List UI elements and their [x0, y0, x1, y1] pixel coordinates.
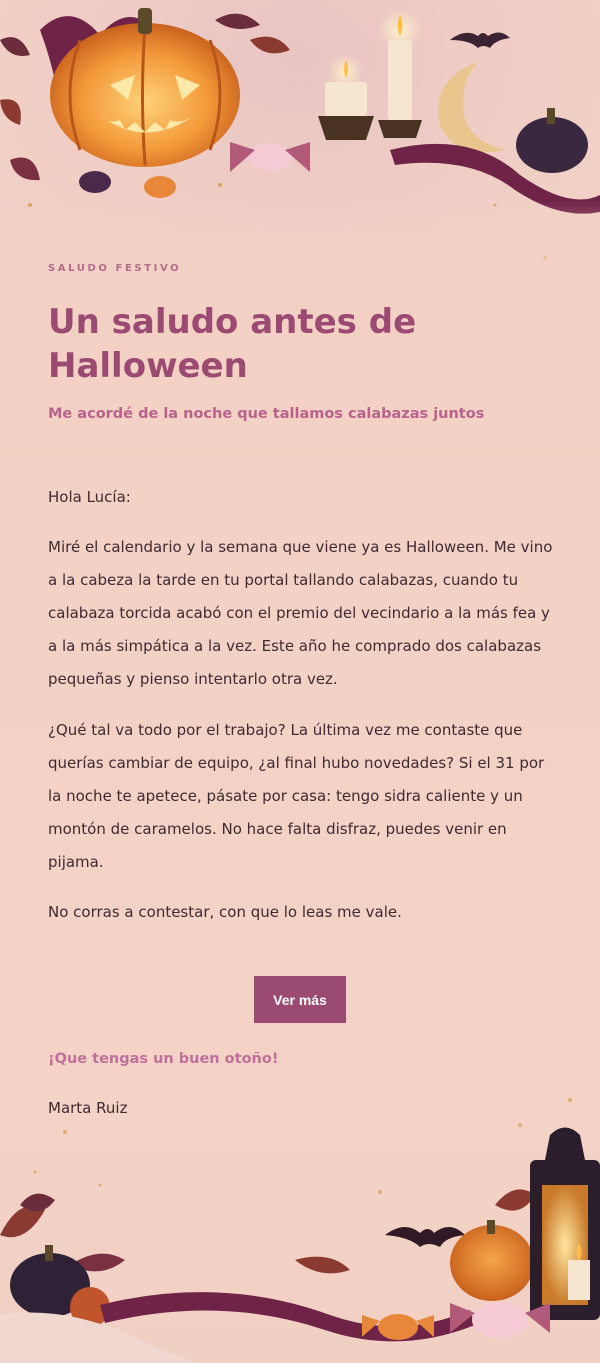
ver-mas-button[interactable]: Ver más: [254, 976, 346, 1023]
bat-icon: [385, 1227, 465, 1247]
header-illustration: [0, 0, 600, 290]
bat-icon: [450, 32, 510, 48]
lantern-icon: [530, 1128, 600, 1321]
eyebrow-label: SALUDO FESTIVO: [48, 263, 182, 274]
body-paragraph: Miré el calendario y la semana que viene ya es Halloween. Me vino a la cabeza la tarde en tu portal tallando calabazas, cuando tu calabaza torcida acabó con el premio del vecindario a la más fea y a la más simpática a la vez. Este año he comprado dos calabazas pequeñas y pienso intentarlo otra vez.: [48, 538, 553, 688]
closing-line: ¡Que tengas un buen otoño!: [48, 1051, 279, 1067]
email-title: Un saludo antes de Halloween: [48, 302, 417, 386]
greeting: Hola Lucía:: [48, 488, 131, 506]
body-paragraph: ¿Qué tal va todo por el trabajo? La última vez me contaste que querías cambiar de equipo, ¿al final hubo novedades? Si el 31 por la noche te apetece, pásate por casa: tengo sidra caliente y un montón de caramelos. No hace falta disfraz, puedes venir en pijama.: [48, 721, 545, 871]
crescent-moon-icon: [438, 62, 505, 152]
dark-pumpkin-icon: [516, 117, 588, 173]
candles-icon: [318, 8, 422, 140]
candy-icon: [362, 1302, 550, 1340]
signature: Marta Ruiz: [48, 1099, 128, 1117]
footer-illustration: [0, 1085, 600, 1363]
pumpkin-icon: [450, 1225, 534, 1301]
body-paragraph: No corras a contestar, con que lo leas me vale.: [48, 903, 402, 921]
email-subtitle: Me acordé de la noche que tallamos calabazas juntos: [48, 406, 485, 422]
